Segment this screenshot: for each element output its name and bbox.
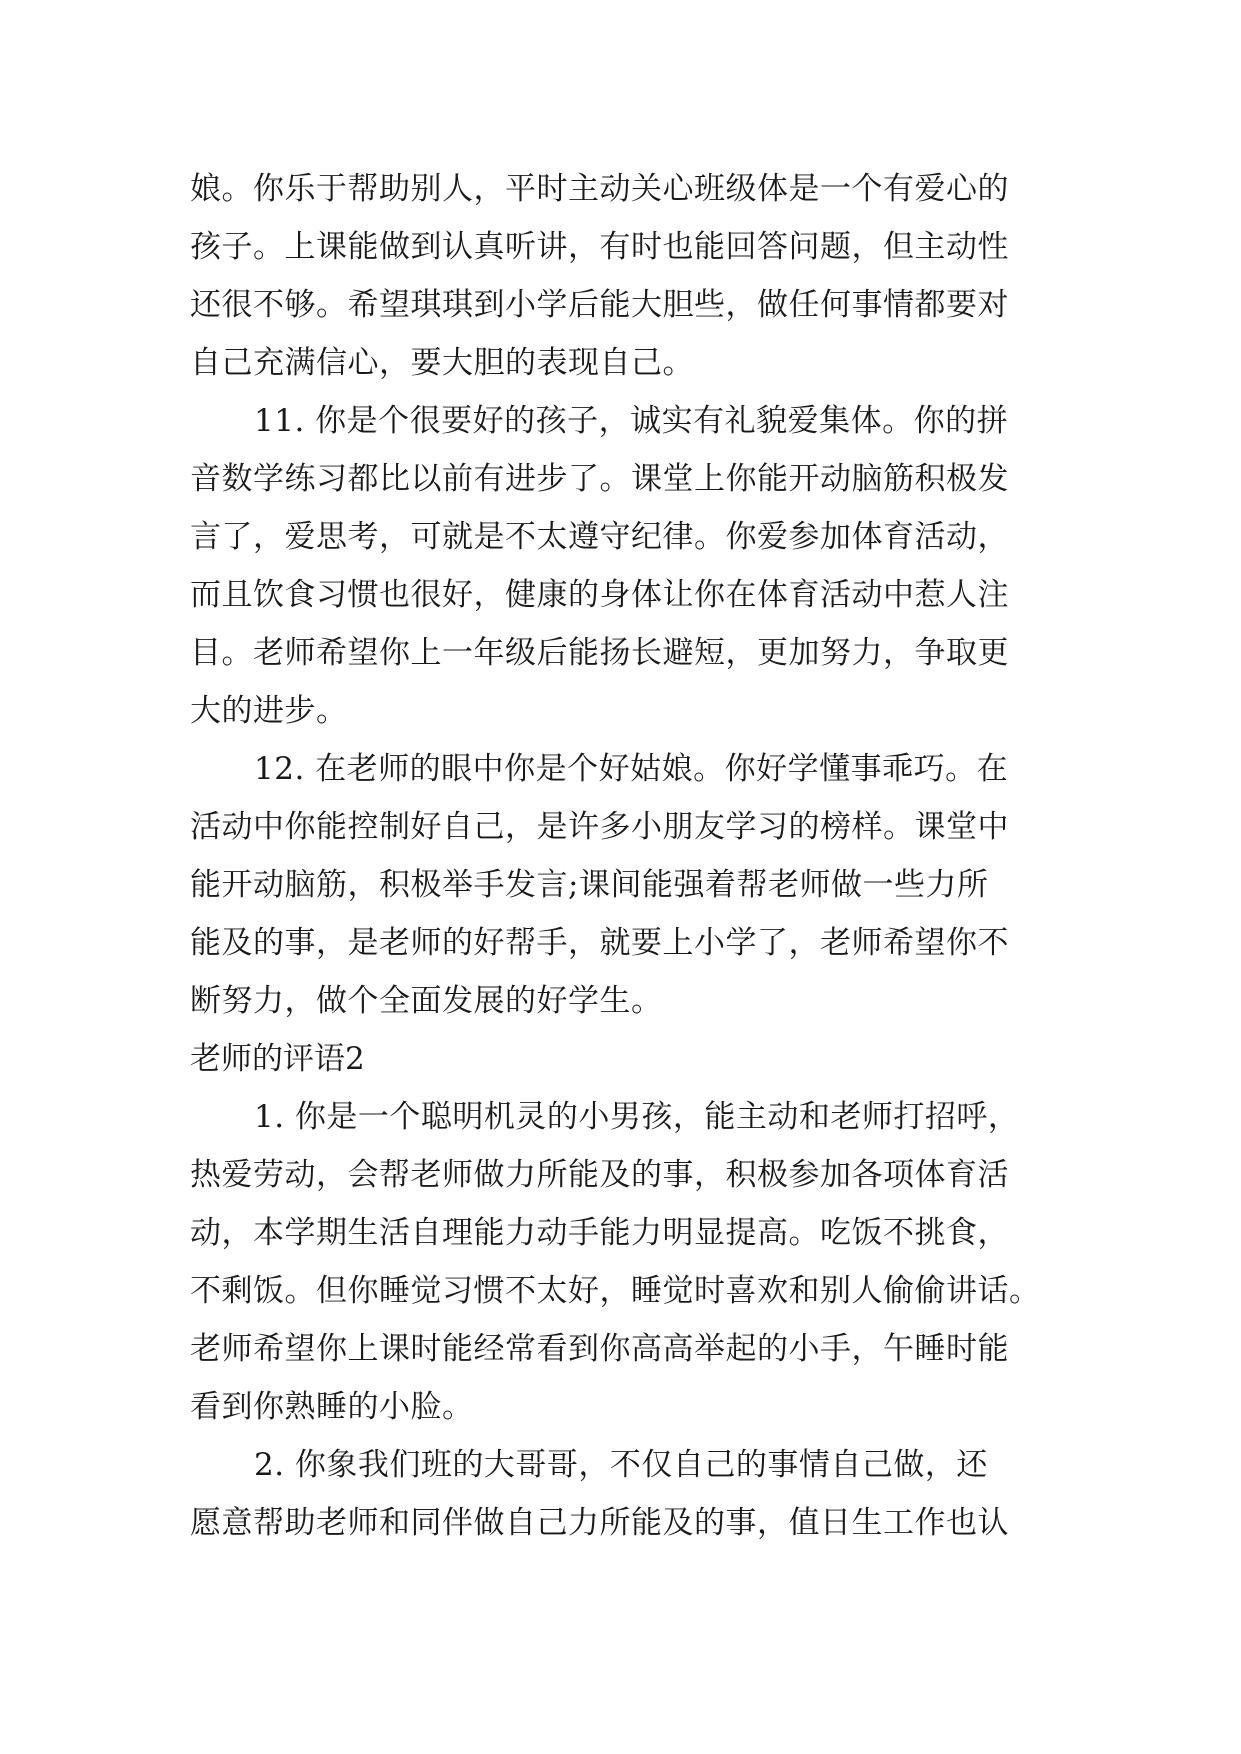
paragraph-line: 1. 你是一个聪明机灵的小男孩，能主动和老师打招呼， xyxy=(254,1099,1020,1135)
paragraph-line: 而且饮食习惯也很好，健康的身体让你在体育活动中惹人注 xyxy=(190,577,1009,613)
section-heading: 老师的评语2 xyxy=(190,1041,365,1077)
paragraph-line: 动，本学期生活自理能力动手能力明显提高。吃饭不挑食， xyxy=(190,1215,1009,1251)
paragraph-line: 2. 你象我们班的大哥哥，不仅自己的事情自己做，还 xyxy=(254,1447,988,1483)
paragraph-line: 还很不够。希望琪琪到小学后能大胆些，做任何事情都要对 xyxy=(190,287,1009,323)
paragraph-line: 大的进步。 xyxy=(190,693,348,729)
paragraph-line: 自己充满信心，要大胆的表现自己。 xyxy=(190,345,694,381)
paragraph-line: 言了，爱思考，可就是不太遵守纪律。你爱参加体育活动， xyxy=(190,519,1009,555)
paragraph-line: 目。老师希望你上一年级后能扬长避短，更加努力，争取更 xyxy=(190,635,1009,671)
paragraph-line: 音数学练习都比以前有进步了。课堂上你能开动脑筋积极发 xyxy=(190,461,1009,497)
paragraph-line: 活动中你能控制好自己，是许多小朋友学习的榜样。课堂中 xyxy=(190,809,1009,845)
paragraph-line: 老师希望你上课时能经常看到你高高举起的小手，午睡时能 xyxy=(190,1331,1009,1367)
paragraph-line: 看到你熟睡的小脸。 xyxy=(190,1389,474,1425)
paragraph-line: 11. 你是个很要好的孩子，诚实有礼貌爱集体。你的拼 xyxy=(254,403,1009,439)
paragraph-line: 能及的事，是老师的好帮手，就要上小学了，老师希望你不 xyxy=(190,925,1009,961)
paragraph-line: 断努力，做个全面发展的好学生。 xyxy=(190,983,663,1019)
paragraph-line: 娘。你乐于帮助别人，平时主动关心班级体是一个有爱心的 xyxy=(190,171,1009,207)
paragraph-line: 12. 在老师的眼中你是个好姑娘。你好学懂事乖巧。在 xyxy=(254,751,1009,787)
paragraph-line: 愿意帮助老师和同伴做自己力所能及的事，值日生工作也认 xyxy=(190,1505,1009,1541)
paragraph-line: 热爱劳动，会帮老师做力所能及的事，积极参加各项体育活 xyxy=(190,1157,1009,1193)
paragraph-line: 能开动脑筋，积极举手发言;课间能强着帮老师做一些力所 xyxy=(190,867,989,903)
paragraph-line: 孩子。上课能做到认真听讲，有时也能回答问题，但主动性 xyxy=(190,229,1009,265)
document-body xyxy=(190,160,1050,1552)
paragraph-line: 不剩饭。但你睡觉习惯不太好，睡觉时喜欢和别人偷偷讲话。 xyxy=(190,1273,1041,1309)
